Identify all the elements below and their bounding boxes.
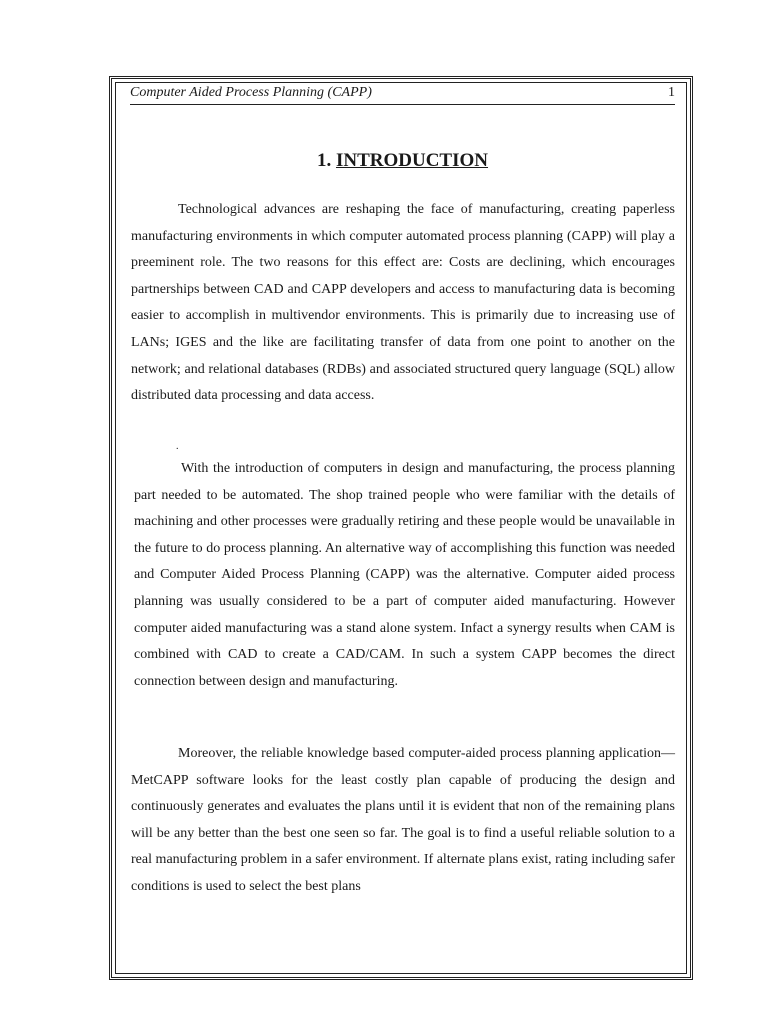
page-number: 1 xyxy=(668,85,675,100)
section-number: 1. xyxy=(316,150,332,171)
paragraph-1: Technological advances are reshaping the face of manufacturing, creating paperless manufacturing environments in which computer automated process planning (CAPP) will play a preeminent role. The two reasons for this effect are: Costs are declining, which encourages partnerships between CAD and CAPP developers and access to manufacturing data is becoming easier to accomplish in multivendor environments. This is primarily due to increasing use of LANs; IGES and the like are facilitating transfer of data from one point to another on the network; and relational databases (RDBs) and associated structured query language (SQL) allow distributed data processing and data access. xyxy=(131,202,675,404)
stray-mark: . xyxy=(176,441,179,452)
section-title: INTRODUCTION xyxy=(335,150,489,171)
header-title: Computer Aided Process Planning (CAPP) xyxy=(130,85,372,100)
paragraph-3: Moreover, the reliable knowledge based computer-aided process planning application—MetCAPP software looks for the least costly plan capable of producing the design and continuously generates and evaluates the plans until it is evident that non of the remaining plans will be any better than the best one seen so far. The goal is to find a useful reliable solution to a real manufacturing problem in a safer environment. If alternate plans exist, rating including safer conditions is used to select the best plans xyxy=(131,746,675,894)
paragraph-2: With the introduction of computers in design and manufacturing, the process planning part needed to be automated. The shop trained people who were familiar with the details of machining and other processes were gradually retiring and these people would be unavailable in the future to do process planning. An alternative way of accomplishing this function was needed and Computer Aided Process Planning (CAPP) was the alternative. Computer aided process planning was usually considered to be a part of computer aided manufacturing. However computer aided manufacturing was a stand alone system. Infact a synergy results when CAM is combined with CAD to create a CAD/CAM. In such a system CAPP becomes the direct connection between design and manufacturing. xyxy=(134,461,675,689)
running-header xyxy=(130,84,675,105)
section-heading xyxy=(130,149,675,173)
